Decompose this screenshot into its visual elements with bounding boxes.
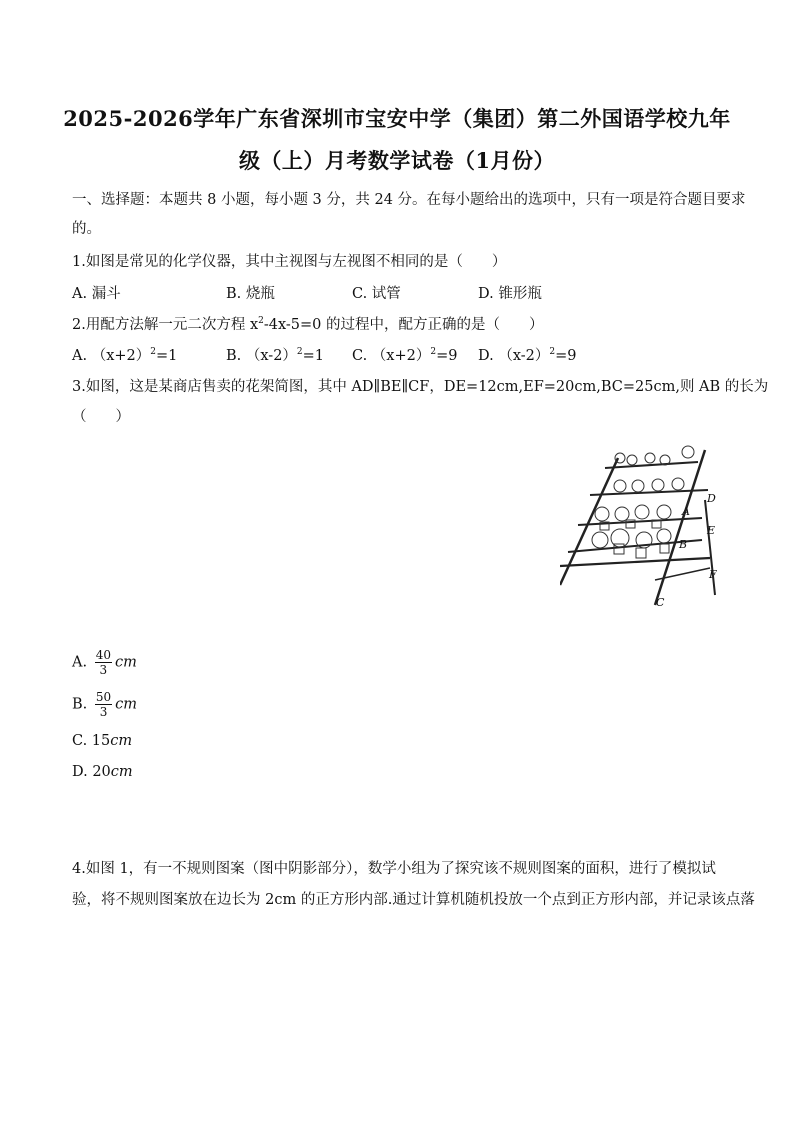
figure-label-d: D bbox=[707, 492, 716, 505]
question-2-option-b[interactable]: B. $(x-2)^2=1$ bbox=[226, 347, 325, 364]
exam-title-line1: 2025-2026学年广东省深圳市宝安中学（集团）第二外国语学校九年 bbox=[63, 106, 731, 131]
question-3-option-a[interactable]: A. $\frac{40}{3}$ cm bbox=[72, 648, 137, 677]
section-instructions-line1: 一、选择题：本题共 8 小题，每小题 3 分，共 24 分。在每小题给出的选项中，只有一项是符合题目要求 bbox=[72, 192, 746, 208]
question-1-option-d[interactable]: D. 锥形瓶 bbox=[478, 286, 542, 302]
exam-title-line2: 级（上）月考数学试卷（1月份） bbox=[238, 148, 556, 173]
fraction: $\frac{50}{3}$ bbox=[95, 690, 112, 719]
question-3-stem-line2: （ ） bbox=[72, 409, 130, 425]
question-2-option-c[interactable]: C. $(x+2)^2=9$ bbox=[352, 347, 458, 364]
question-3-stem-line1: 3.如图，这是某商店售卖的花架简图，其中 AD∥BE∥CF，DE=12cm,EF=20cm,BC=25cm,则 AB 的长为 bbox=[72, 379, 769, 395]
question-3-option-c[interactable]: C. 15cm bbox=[72, 733, 133, 749]
question-4-stem-line1: 4.如图 1，有一不规则图案（图中阴影部分），数学小组为了探究该不规则图案的面积，进行了模拟试 bbox=[72, 861, 716, 877]
question-2-option-a[interactable]: A. $(x+2)^2=1$ bbox=[72, 347, 178, 364]
figure-label-e: E bbox=[707, 524, 716, 537]
fraction: $\frac{40}{3}$ bbox=[95, 648, 111, 677]
figure-label-a: A bbox=[682, 505, 690, 518]
figure-label-b: B bbox=[679, 538, 688, 551]
figure-label-f: F bbox=[709, 568, 717, 581]
question-2-option-d[interactable]: D. $(x-2)^2=9$ bbox=[478, 347, 577, 364]
question-1-option-a[interactable]: A. 漏斗 bbox=[72, 286, 121, 302]
question-4-stem-line2: 验，将不规则图案放在边长为 2cm 的正方形内部.通过计算机随机投放一个点到正方形内部，并记录该点落 bbox=[72, 892, 755, 908]
question-2-stem: 2.用配方法解一元二次方程 $x^2-4x-5=0$ 的过程中，配方正确的是（ ） bbox=[72, 316, 544, 333]
question-3-option-d[interactable]: D. 20cm bbox=[72, 764, 133, 780]
question-1-option-c[interactable]: C. 试管 bbox=[352, 286, 401, 302]
question-1-stem: 1.如图是常见的化学仪器，其中主视图与左视图不相同的是（ ） bbox=[72, 254, 507, 270]
question-3-option-b[interactable]: B. $\frac{50}{3}$ cm bbox=[72, 690, 138, 719]
flower-rack-figure bbox=[560, 440, 720, 610]
question-1-option-b[interactable]: B. 烧瓶 bbox=[226, 286, 275, 302]
figure-label-c: C bbox=[656, 596, 665, 609]
section-instructions-line2: 的。 bbox=[72, 221, 101, 237]
